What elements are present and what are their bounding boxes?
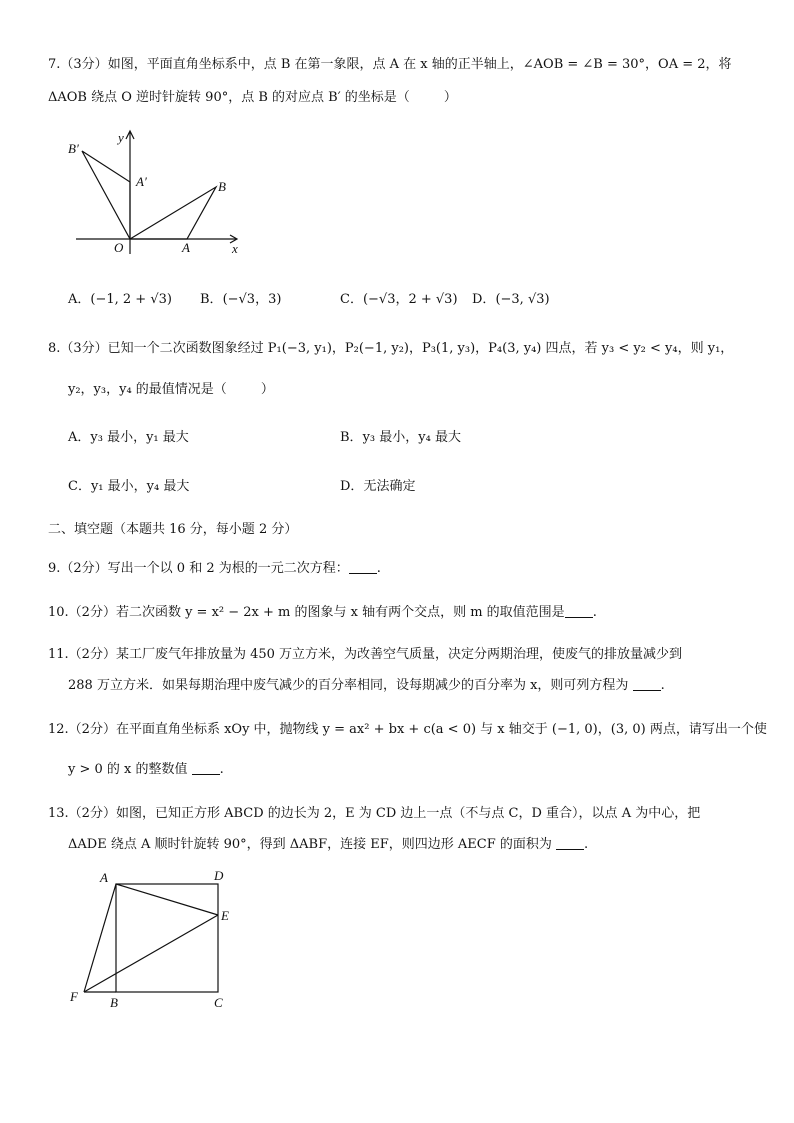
q8-option-a[interactable]: A．y₃ 最小，y₁ 最大 bbox=[68, 430, 189, 445]
q7-line2-text: ΔAOB 绕点 O 逆时针旋转 90°，点 B 的对应点 B′ 的坐标是（ bbox=[48, 90, 410, 105]
q12-answer-blank[interactable] bbox=[192, 762, 220, 775]
label-x: x bbox=[232, 241, 238, 256]
label-e: E bbox=[221, 908, 229, 923]
q7-option-d[interactable]: D．(−3, √3) bbox=[472, 292, 550, 307]
label-c: C bbox=[214, 995, 223, 1010]
q13-line2: ΔADE 绕点 A 顺时针旋转 90°，得到 ΔABF，连接 EF，则四边形 AECF 的面积为 . bbox=[68, 837, 589, 852]
label-b: B bbox=[110, 995, 118, 1010]
label-a: A bbox=[182, 240, 190, 255]
label-o: O bbox=[114, 240, 124, 255]
q8-option-c[interactable]: C．y₁ 最小，y₄ 最大 bbox=[68, 479, 190, 494]
segment-ef bbox=[84, 915, 218, 992]
label-ap: A′ bbox=[136, 174, 147, 189]
q8-option-b[interactable]: B．y₃ 最小，y₄ 最大 bbox=[340, 430, 461, 445]
q13-answer-blank[interactable] bbox=[556, 837, 584, 850]
q12-line2: y > 0 的 x 的整数值 . bbox=[68, 762, 224, 777]
q10-answer-blank[interactable] bbox=[565, 605, 593, 618]
label-a: A bbox=[100, 870, 108, 885]
label-bp: B′ bbox=[68, 141, 79, 156]
q13-line1: 13.（2分）如图，已知正方形 ABCD 的边长为 2，E 为 CD 边上一点（不与点 C，D 重合），以点 A 为中心，把 bbox=[48, 806, 701, 821]
triangle-apobp bbox=[82, 151, 130, 239]
q7-option-c[interactable]: C．(−√3，2 + √3) bbox=[340, 292, 458, 307]
q7-number: 7.（3分） bbox=[48, 57, 108, 72]
segment-ae bbox=[116, 884, 218, 915]
q7-line2: ΔAOB 绕点 O 逆时针旋转 90°，点 B 的对应点 B′ 的坐标是（ ） bbox=[48, 90, 457, 105]
triangle-aob bbox=[130, 187, 216, 239]
label-d: D bbox=[214, 868, 224, 883]
q12-line1: 12.（2分）在平面直角坐标系 xOy 中，抛物线 y = ax² + bx + c(a < 0) 与 x 轴交于 (−1, 0)，(3, 0) 两点，请写出一个使 bbox=[48, 722, 767, 737]
q7-option-a[interactable]: A．(−1, 2 + √3) bbox=[68, 292, 172, 307]
q11-line1: 11.（2分）某工厂废气年排放量为 450 万立方米，为改善空气质量，决定分两期治理，使废气的排放量减少到 bbox=[48, 647, 683, 662]
q11-line2: 288 万立方米．如果每期治理中废气减少的百分率相同，设每期减少的百分率为 x，则可列方程为 . bbox=[68, 678, 665, 693]
q8-line1: 8.（3分）已知一个二次函数图象经过 P₁(−3, y₁)，P₂(−1, y₂)，P₃(1, y₃)，P₄(3, y₄) 四点，若 y₃ < y₂ < y₄，则 y₁， bbox=[48, 341, 734, 356]
square-abcd bbox=[116, 884, 218, 992]
q7-figure bbox=[60, 126, 260, 256]
q8-line2: y₂，y₃，y₄ 的最值情况是（ ） bbox=[68, 382, 274, 397]
label-y: y bbox=[118, 130, 124, 145]
label-f: F bbox=[70, 989, 78, 1004]
section-heading: 二、填空题（本题共 16 分，每小题 2 分） bbox=[48, 522, 298, 537]
q7-option-b[interactable]: B．(−√3，3) bbox=[200, 292, 282, 307]
q7-line1 bbox=[48, 55, 732, 75]
q7-line1-text: 如图，平面直角坐标系中，点 B 在第一象限，点 A 在 x 轴的正半轴上，∠AOB = ∠B = 30°，OA = 2，将 bbox=[107, 57, 732, 72]
label-b: B bbox=[218, 179, 226, 194]
q9-answer-blank[interactable] bbox=[349, 561, 377, 574]
q8-option-d[interactable]: D．无法确定 bbox=[340, 479, 416, 494]
q10: 10.（2分）若二次函数 y = x² − 2x + m 的图象与 x 轴有两个交点，则 m 的取值范围是 . bbox=[48, 605, 597, 620]
q13-figure bbox=[64, 864, 244, 1014]
q9: 9.（2分）写出一个以 0 和 2 为根的一元二次方程： . bbox=[48, 561, 381, 576]
q11-answer-blank[interactable] bbox=[633, 678, 661, 691]
